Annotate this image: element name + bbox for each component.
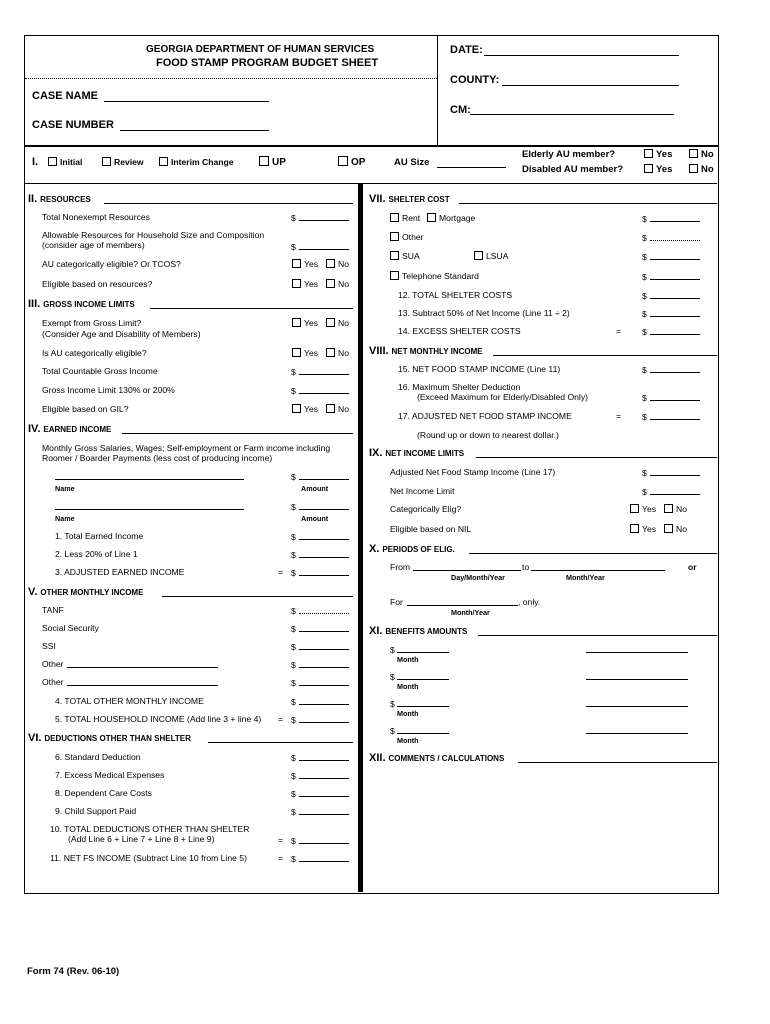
au-size-label: AU Size — [394, 157, 430, 168]
resources-rule — [104, 203, 353, 204]
checkbox-icon[interactable] — [630, 524, 639, 533]
other-field-2[interactable]: $ — [291, 677, 349, 688]
allowable-label-1: Allowable Resources for Household Size and Composition — [42, 230, 265, 240]
benefit-note-field-2[interactable] — [586, 679, 688, 680]
net-limits-rule — [476, 457, 717, 458]
exempt-yes[interactable]: Yes — [292, 318, 318, 328]
ss-label: Social Security — [42, 623, 99, 633]
checkbox-icon[interactable] — [326, 318, 335, 327]
for-date-field[interactable] — [407, 605, 518, 606]
benefit-note-field-1[interactable] — [586, 652, 688, 653]
line4-field[interactable]: $ — [291, 696, 349, 707]
other-label-2: Other — [42, 677, 64, 687]
my-caption: Month/Year — [566, 573, 605, 582]
categorically-elig-yes[interactable]: Yes — [630, 504, 656, 514]
au-size-field[interactable] — [437, 167, 506, 168]
for-label: For — [390, 597, 403, 607]
line12-field[interactable]: $ — [642, 290, 700, 301]
cm-field[interactable] — [470, 114, 674, 115]
categorical-no[interactable]: No — [326, 259, 349, 269]
checkbox-icon[interactable] — [292, 404, 301, 413]
equals-sign: = — [278, 567, 284, 577]
other-income-header: V. OTHER MONTHLY INCOME — [28, 586, 144, 598]
form-number: Form 74 (Rev. 06-10) — [27, 966, 120, 977]
telephone-field[interactable]: $ — [642, 271, 700, 282]
case-number-field[interactable] — [120, 130, 269, 131]
earned-rule — [122, 433, 353, 434]
total-nonexempt-label: Total Nonexempt Resources — [42, 212, 150, 222]
shelter-rule — [459, 203, 717, 204]
line16-label-1: 16. Maximum Shelter Deduction — [398, 382, 521, 392]
gil-label: Gross Income Limit 130% or 200% — [42, 385, 175, 395]
ssi-label: SSI — [42, 641, 56, 651]
nil-eligible-label: Eligible based on NIL — [390, 524, 472, 534]
gross-header: III. GROSS INCOME LIMITS — [28, 298, 135, 310]
telephone-option[interactable]: Telephone Standard — [390, 271, 479, 281]
line13-field[interactable]: $ — [642, 308, 700, 319]
benefit-amount-field-4[interactable] — [397, 733, 449, 734]
line1-label: 1. Total Earned Income — [55, 531, 144, 541]
option-review[interactable]: Review — [102, 157, 144, 167]
line7-field[interactable]: $ — [291, 770, 349, 781]
equals-sign: = — [278, 835, 284, 845]
ss-field[interactable]: $ — [291, 623, 349, 634]
option-op[interactable]: OP — [338, 156, 365, 168]
benefit-note-field-3[interactable] — [586, 706, 688, 707]
deductions-rule — [208, 742, 353, 743]
case-name-label: CASE NAME — [32, 90, 99, 102]
month-caption: Month — [397, 709, 419, 718]
nil-eligible-no[interactable]: No — [664, 524, 687, 534]
line17-label: 17. ADJUSTED NET FOOD STAMP INCOME — [398, 411, 572, 421]
checkbox-icon[interactable] — [159, 157, 168, 166]
checkbox-icon[interactable] — [292, 348, 301, 357]
sua-field[interactable]: $ — [642, 251, 700, 262]
line11-label: 11. NET FS INCOME (Subtract Line 10 from Line 5) — [50, 853, 247, 863]
date-label: DATE: — [450, 44, 483, 56]
checkbox-icon[interactable] — [259, 156, 269, 166]
resource-eligible-label: Eligible based on resources? — [42, 279, 153, 289]
equals-sign: = — [616, 326, 622, 336]
line14-label: 14. EXCESS SHELTER COSTS — [398, 326, 521, 336]
my-caption-2: Month/Year — [451, 608, 490, 617]
earned-name-field-1[interactable] — [55, 479, 244, 480]
gil-eligible-label: Eligible based on GIL? — [42, 404, 129, 414]
benefit-dollar-2: $ — [390, 672, 395, 682]
line10-label-2: (Add Line 6 + Line 7 + Line 8 + Line 9) — [68, 834, 215, 844]
line5-field[interactable]: $ — [291, 714, 349, 725]
option-up[interactable]: UP — [259, 156, 286, 168]
month-caption: Month — [397, 736, 419, 745]
net-income-limit-label: Net Income Limit — [390, 486, 455, 496]
net-monthly-header: VIII. NET MONTHLY INCOME — [369, 345, 483, 357]
disabled-no[interactable]: No — [689, 164, 714, 175]
equals-sign: = — [278, 853, 284, 863]
allowable-field[interactable]: $ — [291, 241, 349, 252]
shelter-header: VII. SHELTER COST — [369, 193, 450, 205]
benefit-amount-field-1[interactable] — [397, 652, 449, 653]
or-label: or — [688, 562, 697, 572]
only-label: , only. — [518, 597, 541, 607]
header-divider — [437, 35, 438, 145]
equals-sign: = — [278, 714, 284, 724]
amount-caption: Amount — [301, 484, 329, 493]
checkbox-icon[interactable] — [474, 251, 483, 260]
allowable-label-2: (consider age of members) — [42, 240, 145, 250]
checkbox-icon[interactable] — [390, 251, 399, 260]
page-title: FOOD STAMP PROGRAM BUDGET SHEET — [156, 57, 379, 69]
resource-eligible-no[interactable]: No — [326, 279, 349, 289]
elderly-label: Elderly AU member? — [522, 149, 616, 160]
to-label: to — [522, 562, 530, 572]
line6-label: 6. Standard Deduction — [55, 752, 141, 762]
checkbox-icon[interactable] — [292, 279, 301, 288]
benefit-dollar-4: $ — [390, 726, 395, 736]
line8-label: 8. Dependent Care Costs — [55, 788, 152, 798]
periods-rule — [469, 553, 717, 554]
checkbox-icon[interactable] — [664, 524, 673, 533]
option-interim-change[interactable]: Interim Change — [159, 157, 234, 167]
net-limits-header: IX. NET INCOME LIMITS — [369, 447, 465, 459]
earned-amount-field-2[interactable]: $ — [291, 501, 349, 512]
other-desc-field-2[interactable] — [67, 685, 218, 686]
comments-area[interactable] — [366, 770, 714, 888]
gil-eligible-no[interactable]: No — [326, 404, 349, 414]
gross-categorical-no[interactable]: No — [326, 348, 349, 358]
line10-field[interactable]: $ — [291, 835, 349, 846]
adjusted-net-field[interactable]: $ — [642, 467, 700, 478]
comments-rule — [518, 762, 717, 763]
column-divider — [358, 184, 363, 892]
month-caption: Month — [397, 655, 419, 664]
section1-rule — [24, 183, 717, 184]
line9-field[interactable]: $ — [291, 806, 349, 817]
line8-field[interactable]: $ — [291, 788, 349, 799]
checkbox-icon[interactable] — [390, 271, 399, 280]
checkbox-icon[interactable] — [326, 404, 335, 413]
other-label-1: Other — [42, 659, 64, 669]
mortgage-option[interactable]: Mortgage — [427, 213, 475, 223]
county-label: COUNTY: — [450, 74, 500, 86]
checkbox-icon[interactable] — [630, 504, 639, 513]
line11-field[interactable]: $ — [291, 853, 349, 864]
disabled-yes[interactable]: Yes — [644, 164, 672, 175]
rent-option[interactable]: Rent — [390, 213, 420, 223]
line4-label: 4. TOTAL OTHER MONTHLY INCOME — [55, 696, 204, 706]
checkbox-icon[interactable] — [326, 348, 335, 357]
equals-sign: = — [616, 411, 622, 421]
checkbox-icon[interactable] — [427, 213, 436, 222]
amount-caption: Amount — [301, 514, 329, 523]
gil-eligible-yes[interactable]: Yes — [292, 404, 318, 414]
section1-numeral: I. — [32, 156, 39, 168]
benefits-header: XI. BENEFITS AMOUNTS — [369, 625, 468, 637]
line12-label: 12. TOTAL SHELTER COSTS — [398, 290, 513, 300]
option-initial[interactable]: Initial — [48, 157, 82, 167]
checkbox-icon[interactable] — [390, 232, 399, 241]
lsua-option[interactable]: LSUA — [474, 251, 508, 261]
countable-gross-field[interactable]: $ — [291, 366, 349, 377]
benefit-dollar-3: $ — [390, 699, 395, 709]
checkbox-icon[interactable] — [689, 149, 698, 158]
categorical-label: AU categorically eligible? Or TCOS? — [42, 259, 181, 269]
total-nonexempt-field[interactable]: $ — [291, 212, 349, 223]
date-field[interactable] — [484, 55, 679, 56]
checkbox-icon[interactable] — [48, 157, 57, 166]
benefit-note-field-4[interactable] — [586, 733, 688, 734]
checkbox-icon[interactable] — [292, 259, 301, 268]
exempt-label-1: Exempt from Gross Limit? — [42, 318, 142, 328]
county-field[interactable] — [502, 85, 679, 86]
gil-field[interactable]: $ — [291, 385, 349, 396]
resources-header: II. RESOURCES — [28, 193, 91, 205]
checkbox-icon[interactable] — [689, 164, 698, 173]
checkbox-icon[interactable] — [292, 318, 301, 327]
line2-field[interactable]: $ — [291, 549, 349, 560]
exempt-label-2: (Consider Age and Disability of Members) — [42, 329, 201, 339]
gross-categorical-label: Is AU categorically eligible? — [42, 348, 147, 358]
line15-field[interactable]: $ — [642, 364, 700, 375]
other-shelter-field[interactable]: $ — [642, 232, 700, 243]
line3-field[interactable]: $ — [291, 567, 349, 578]
other-shelter-option[interactable]: Other — [390, 232, 424, 242]
line6-field[interactable]: $ — [291, 752, 349, 763]
nil-eligible-yes[interactable]: Yes — [630, 524, 656, 534]
line10-label-1: 10. TOTAL DEDUCTIONS OTHER THAN SHELTER — [50, 824, 250, 834]
benefit-amount-field-2[interactable] — [397, 679, 449, 680]
countable-gross-label: Total Countable Gross Income — [42, 366, 158, 376]
month-caption: Month — [397, 682, 419, 691]
cm-label: CM: — [450, 104, 471, 116]
checkbox-icon[interactable] — [390, 213, 399, 222]
tanf-label: TANF — [42, 605, 64, 615]
checkbox-icon[interactable] — [326, 279, 335, 288]
line17-field[interactable]: $ — [642, 411, 700, 422]
net-monthly-rule — [493, 355, 717, 356]
line13-label: 13. Subtract 50% of Net Income (Line 11 ÷ 2) — [398, 308, 570, 318]
elderly-no[interactable]: No — [689, 149, 714, 160]
disabled-label: Disabled AU member? — [522, 164, 624, 175]
gross-categorical-yes[interactable]: Yes — [292, 348, 318, 358]
checkbox-icon[interactable] — [326, 259, 335, 268]
adjusted-net-label: Adjusted Net Food Stamp Income (Line 17) — [390, 467, 556, 477]
sua-option[interactable]: SUA — [390, 251, 420, 261]
checkbox-icon[interactable] — [664, 504, 673, 513]
name-caption: Name — [55, 514, 75, 523]
case-number-label: CASE NUMBER — [32, 119, 114, 131]
benefit-amount-field-3[interactable] — [397, 706, 449, 707]
deductions-header: VI. DEDUCTIONS OTHER THAN SHELTER — [28, 732, 191, 744]
exempt-no[interactable]: No — [326, 318, 349, 328]
line5-label: 5. TOTAL HOUSEHOLD INCOME (Add line 3 + line 4) — [55, 714, 262, 724]
earned-name-field-2[interactable] — [55, 509, 244, 510]
line7-label: 7. Excess Medical Expenses — [55, 770, 165, 780]
from-date-field[interactable] — [413, 570, 521, 571]
line14-field[interactable]: $ — [642, 326, 700, 337]
line2-label: 2. Less 20% of Line 1 — [55, 549, 138, 559]
checkbox-icon[interactable] — [644, 149, 653, 158]
dmy-caption: Day/Month/Year — [451, 573, 505, 582]
earned-desc-2: Roomer / Boarder Payments (less cost of producing income) — [42, 453, 273, 463]
categorical-yes[interactable]: Yes — [292, 259, 318, 269]
other-income-rule — [162, 596, 353, 597]
line3-label: 3. ADJUSTED EARNED INCOME — [55, 567, 185, 577]
header-dotted-rule — [25, 78, 437, 79]
name-caption: Name — [55, 484, 75, 493]
categorically-elig-label: Categorically Elig? — [390, 504, 462, 514]
checkbox-icon[interactable] — [338, 156, 348, 166]
line9-label: 9. Child Support Paid — [55, 806, 137, 816]
comments-header: XII. COMMENTS / CALCULATIONS — [369, 752, 505, 764]
periods-header: X. PERIODS OF ELIG. — [369, 543, 455, 555]
rent-mortgage-field[interactable]: $ — [642, 213, 700, 224]
elderly-yes[interactable]: Yes — [644, 149, 672, 160]
gross-rule — [150, 308, 353, 309]
resource-eligible-yes[interactable]: Yes — [292, 279, 318, 289]
to-date-field[interactable] — [531, 570, 665, 571]
other-field-1[interactable]: $ — [291, 659, 349, 670]
line15-label: 15. NET FOOD STAMP INCOME (Line 11) — [398, 364, 561, 374]
other-desc-field-1[interactable] — [67, 667, 218, 668]
benefits-rule — [478, 635, 717, 636]
earned-desc-1: Monthly Gross Salaries, Wages; Self-employment or Farm income including — [42, 443, 331, 453]
net-income-limit-field[interactable]: $ — [642, 486, 700, 497]
ssi-field[interactable]: $ — [291, 641, 349, 652]
earned-header: IV. EARNED INCOME — [28, 423, 112, 435]
categorically-elig-no[interactable]: No — [664, 504, 687, 514]
line16-field[interactable]: $ — [642, 392, 700, 403]
benefit-dollar-1: $ — [390, 645, 395, 655]
checkbox-icon[interactable] — [644, 164, 653, 173]
tanf-field[interactable]: $ — [291, 605, 349, 616]
line1-field[interactable]: $ — [291, 531, 349, 542]
from-label: From — [390, 562, 411, 572]
case-name-field[interactable] — [104, 101, 269, 102]
round-note: (Round up or down to nearest dollar.) — [417, 430, 559, 440]
line16-label-2: (Exceed Maximum for Elderly/Disabled Only) — [417, 392, 588, 402]
earned-amount-field-1[interactable]: $ — [291, 471, 349, 482]
agency-name: GEORGIA DEPARTMENT OF HUMAN SERVICES — [146, 44, 375, 55]
checkbox-icon[interactable] — [102, 157, 111, 166]
